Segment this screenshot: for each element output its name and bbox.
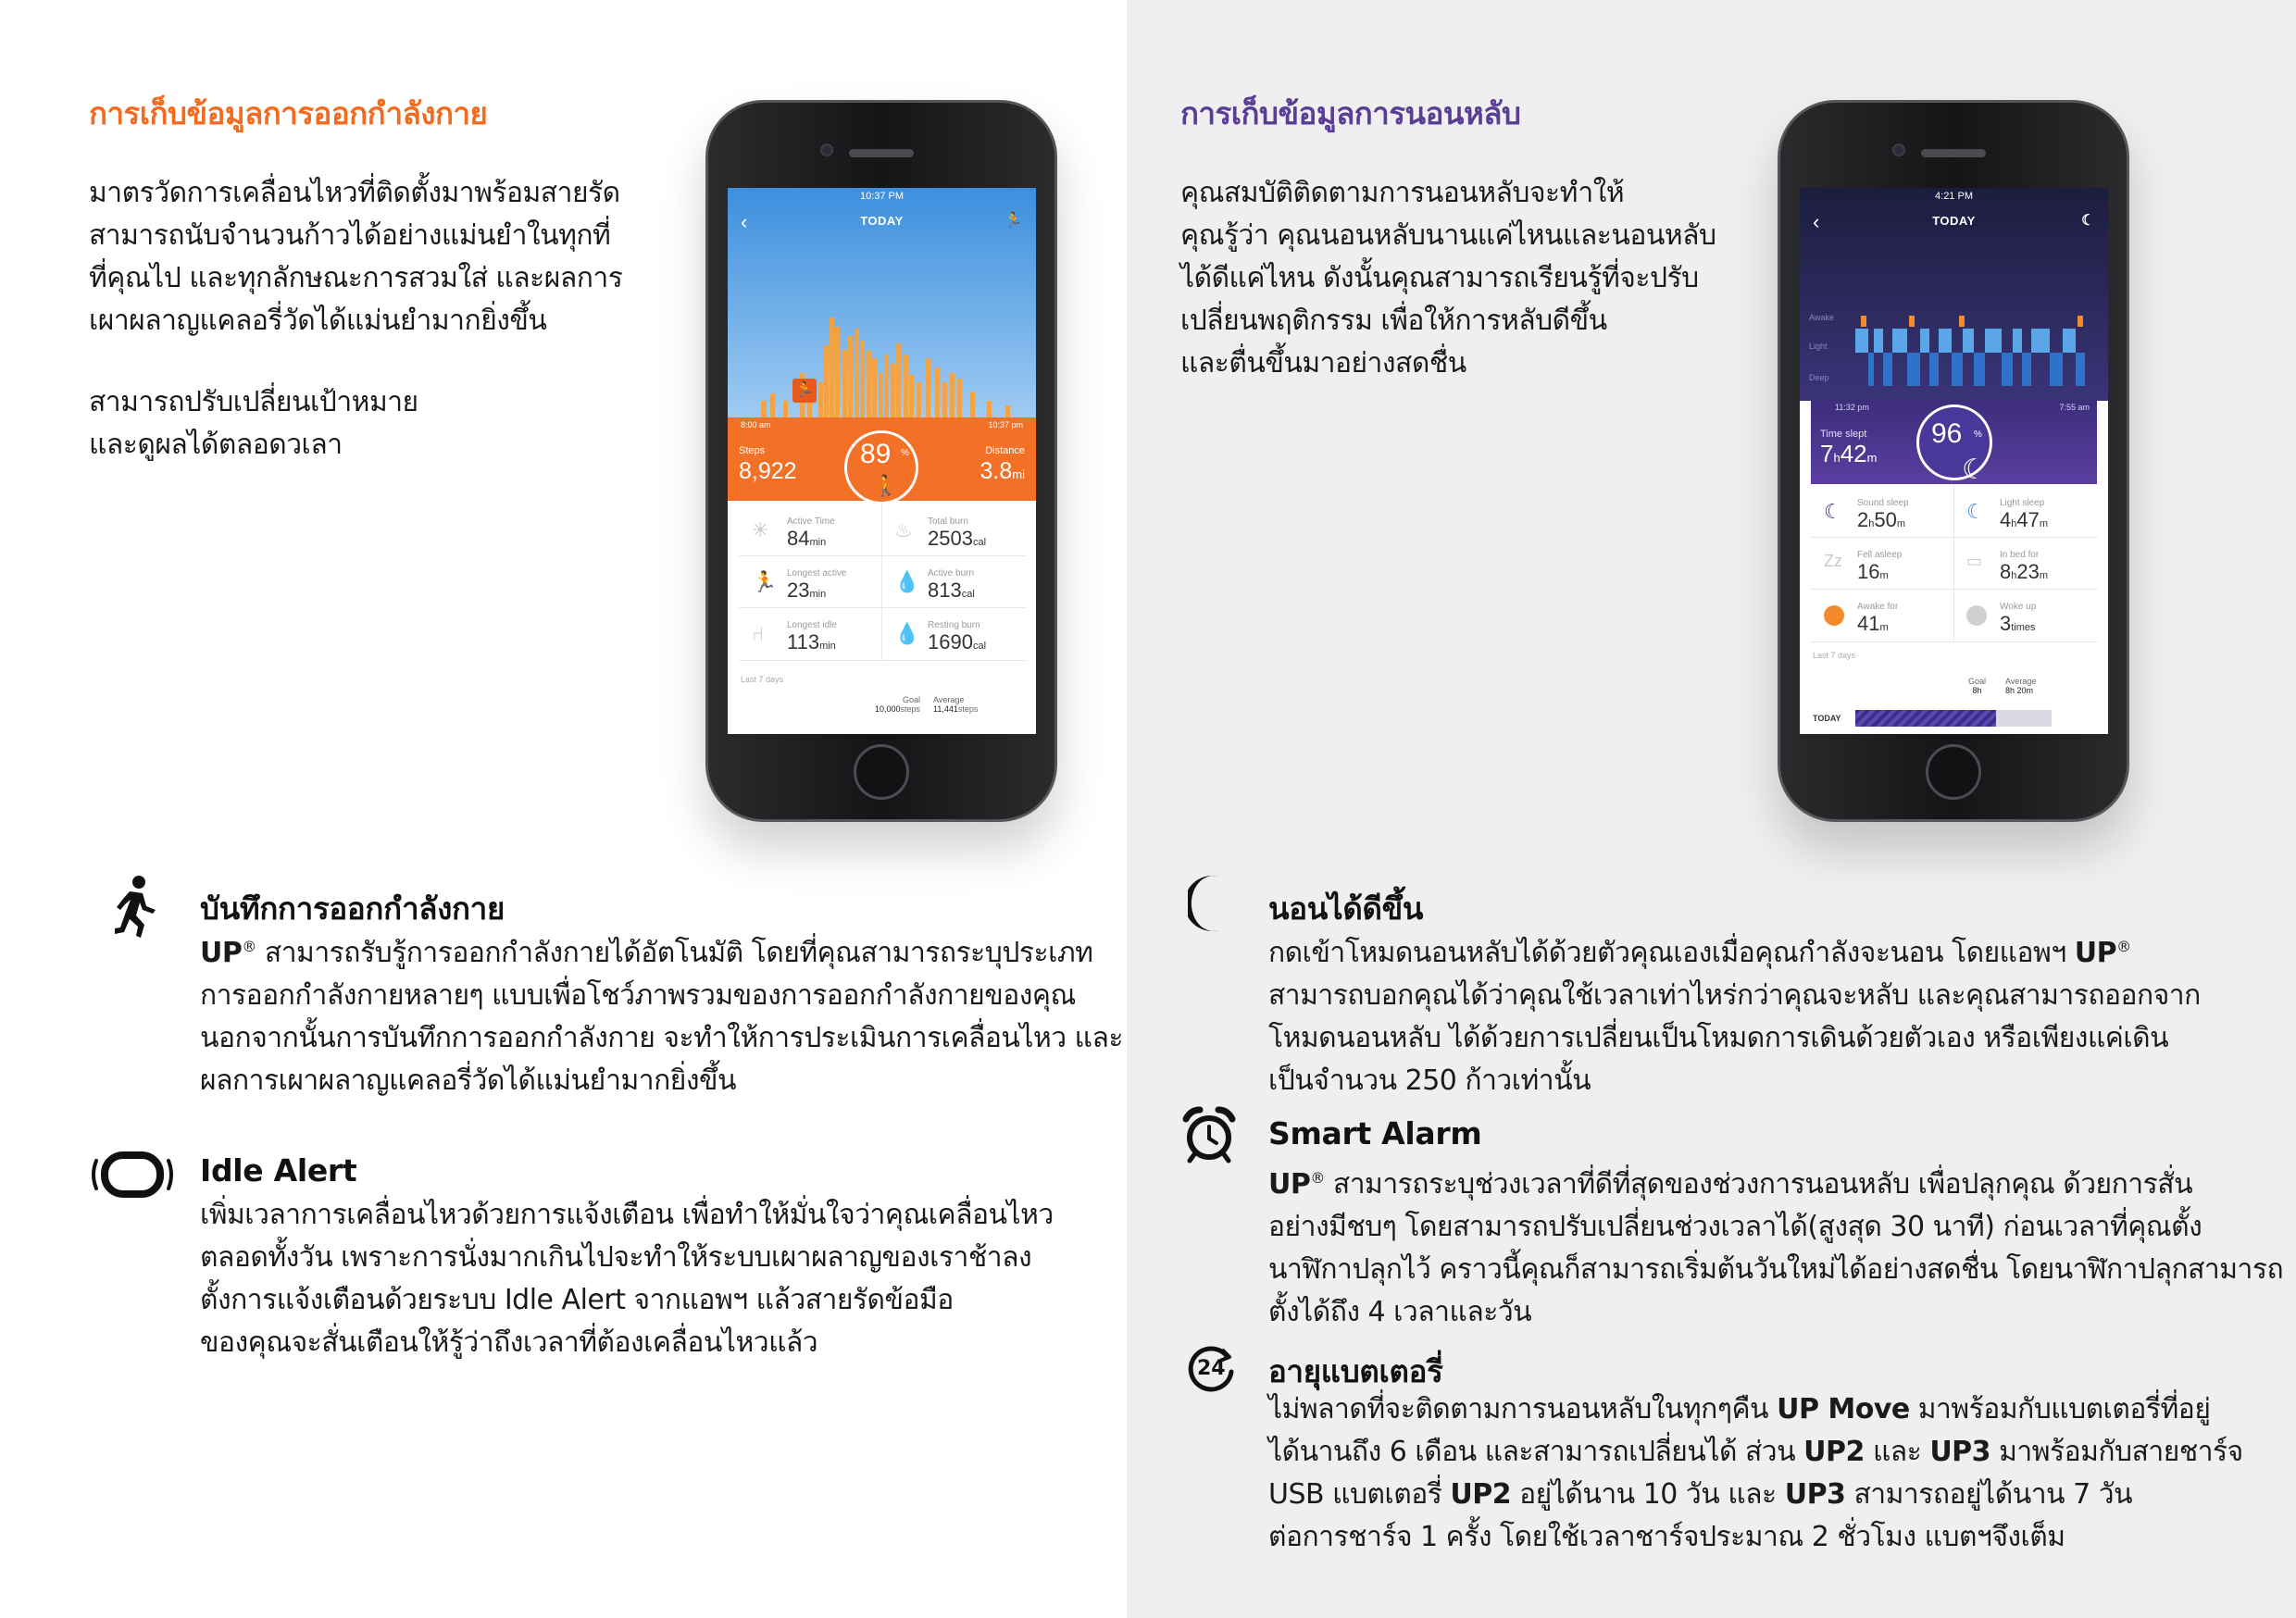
vibrating-band-icon <box>87 1150 178 1200</box>
stat-number: 8 <box>2000 560 2012 583</box>
stat-label: In bed for <box>2000 550 2040 560</box>
average-unit: steps <box>957 704 979 714</box>
intro-line: เปลี่ยนพฤติกรรม เพื่อให้การหลับดีขึ้น <box>1180 305 1607 337</box>
body-text: ได้นานถึง 6 เดือน และสามารถเปลี่ยนได้ ส่วน <box>1268 1436 1804 1468</box>
body-line: สามารถบอกคุณได้ว่าคุณใช้เวลาเท่าไหร่กว่าคุณจะหลับ และคุณสามารถออกจาก <box>1268 979 2201 1012</box>
body-text: อยู่ได้นาน 10 วัน และ <box>1511 1478 1785 1511</box>
stat-label: Woke up <box>2000 602 2037 612</box>
drop-icon: 💧 <box>894 622 920 645</box>
registered-mark: ® <box>2116 938 2131 955</box>
body-text: USB แบตเตอรี่ <box>1268 1478 1451 1511</box>
distance-number: 3.8 <box>980 458 1013 484</box>
steps-label: Steps <box>739 445 766 456</box>
stat-number: 3 <box>2000 612 2012 635</box>
stat-value <box>1857 508 1909 532</box>
average-label: Average <box>933 695 965 704</box>
chair-icon: ⑁ <box>752 622 765 645</box>
body-text: และ <box>1864 1436 1930 1468</box>
sleep-percent-ring[interactable] <box>1916 404 1992 485</box>
stat-number: 41 <box>1857 612 1880 635</box>
body-text: สามารถอยู่ได้นาน 7 วัน <box>1845 1478 2133 1511</box>
sleep-end-time: 7:55 am <box>2059 403 2090 412</box>
stat-cell <box>1857 498 1909 532</box>
feature-title-battery: อายุแบตเตอรี่ <box>1268 1353 1443 1389</box>
last-7-days-label: Last 7 days <box>1813 651 1856 660</box>
up-brand: UP <box>200 937 243 969</box>
stat-label: Sound sleep <box>1857 498 1909 508</box>
stat-number: 23 <box>787 579 810 602</box>
feature-title-activity: บันทึกการออกกำลังกาย <box>200 890 505 927</box>
moon-add-icon[interactable]: ☾ <box>2081 213 2095 229</box>
activity-intro <box>89 172 622 342</box>
goal-label: Goal <box>902 695 920 704</box>
stat-number: 16 <box>1857 560 1880 583</box>
running-person-icon <box>109 875 159 940</box>
distance-label: Distance <box>985 445 1025 456</box>
stat-cell <box>928 568 975 603</box>
grid-divider <box>1811 641 2098 642</box>
body-line: นอกจากนั้นการบันทึกการออกกำลังกาย จะทำให้การประเมินการเคลื่อนไหว และ <box>200 1022 1123 1054</box>
light-sleep-moon-icon: ☾ <box>1966 500 1985 523</box>
stat-value <box>2000 508 2048 532</box>
grid-divider <box>1811 537 2098 538</box>
stat-label: Longest idle <box>787 620 837 630</box>
sparkle-icon: ✳ <box>752 518 769 541</box>
average-block <box>2005 677 2036 695</box>
phone-home-button[interactable] <box>854 744 909 800</box>
stat-unit: m <box>1879 622 1889 633</box>
body-text: มาพร้อมกับสายชาร์จ <box>1990 1436 2243 1468</box>
sleep-start-time: 11:32 pm <box>1835 403 1869 412</box>
grid-divider <box>881 503 882 660</box>
last-7-days-label: Last 7 days <box>741 675 784 684</box>
alarm-clock-icon <box>1181 1106 1237 1164</box>
stat-cell <box>787 568 847 603</box>
flame-icon: ♨ <box>894 518 913 541</box>
average-value: 11,441 <box>933 704 958 714</box>
registered-mark: ® <box>242 938 256 955</box>
status-time: 4:21 PM <box>1935 191 1973 202</box>
body-line: การออกกำลังกายหลายๆ แบบเพื่อโชว์ภาพรวมของการออกกำลังกายของคุณ <box>200 979 1076 1012</box>
phone-home-button[interactable] <box>1926 744 1981 800</box>
stat-label: Active burn <box>928 568 975 579</box>
stat-value <box>2000 612 2036 636</box>
awake-label: Awake <box>1809 313 1834 322</box>
activity-heading: การเก็บข้อมูลการออกกำลังกาย <box>89 95 488 131</box>
stat-unit: h <box>2011 570 2017 581</box>
stat-label: Resting burn <box>928 620 980 630</box>
stat-label: Light sleep <box>2000 498 2045 508</box>
light-label: Light <box>1809 342 1828 351</box>
up-brand: UP <box>1268 1168 1311 1201</box>
graph-start-time: 8:00 am <box>741 420 771 429</box>
sleep-stage-graph <box>1800 299 2108 401</box>
today-sleep-bar <box>1855 710 1996 727</box>
stat-value <box>787 527 835 551</box>
body-line: นาฬิกาปลุกไว้ คราวนี้คุณก็สามารถเริ่มต้นวันใหม่ได้อย่างสดชื่น โดยนาฬิกาปลุกสามารถ <box>1268 1253 2284 1286</box>
stat-number: 4 <box>2000 508 2012 531</box>
phone-camera <box>820 143 833 156</box>
body-line: เป็นจำนวน 250 ก้าวเท่านั้น <box>1268 1064 1591 1097</box>
stat-cell <box>787 620 837 654</box>
back-arrow-icon[interactable]: ‹ <box>1813 210 1820 233</box>
add-workout-icon[interactable]: 🏃 <box>1004 213 1023 229</box>
time-slept-value: 7h42m <box>1820 440 1878 467</box>
stat-cell <box>787 517 835 551</box>
stat-number: 113 <box>787 630 820 653</box>
stat-value <box>2000 560 2048 584</box>
body-line: เพิ่มเวลาการเคลื่อนไหวด้วยการแจ้งเตือน เพื่อทำให้มั่นใจว่าคุณเคลื่อนไหว <box>200 1199 1054 1231</box>
stat-value <box>928 527 986 551</box>
stat-cell <box>928 517 986 551</box>
stat-value <box>928 579 975 603</box>
goal-percent-ring[interactable] <box>844 430 918 504</box>
stat-cell <box>928 620 986 654</box>
sound-sleep-moon-icon: ☾ <box>1824 500 1842 523</box>
stat-unit: cal <box>972 641 987 652</box>
graph-end-time: 10:37 pm <box>988 420 1023 429</box>
stat-unit: times <box>2011 622 2036 633</box>
phone-speaker <box>1921 149 1986 157</box>
grid-divider <box>739 555 1026 556</box>
stat-number: 23 <box>2016 560 2040 583</box>
back-arrow-icon[interactable]: ‹ <box>741 210 748 233</box>
nav-title: TODAY <box>860 214 904 228</box>
stat-value <box>787 579 847 603</box>
product-name: UP2 <box>1450 1478 1512 1511</box>
stat-unit: h <box>2011 518 2017 529</box>
woke-up-face-icon <box>1966 605 1987 626</box>
goal-unit: steps <box>900 704 920 714</box>
stat-label: Awake for <box>1857 602 1899 612</box>
stat-label: Total burn <box>928 517 968 527</box>
bed-icon: ▭ <box>1966 552 1983 570</box>
goal-label: Goal <box>1968 677 1987 686</box>
activity-intro-goal <box>89 381 418 467</box>
app-nav <box>1800 210 2108 233</box>
goal-percent-value: 89 <box>860 439 892 469</box>
registered-mark: ® <box>1310 1169 1325 1187</box>
feature-body-activity <box>200 926 1123 1102</box>
drop-icon: 💧 <box>894 570 920 593</box>
app-nav <box>728 210 1036 233</box>
sleep-intro <box>1180 172 1716 385</box>
awake-face-icon <box>1824 605 1844 626</box>
grid-divider <box>739 607 1026 608</box>
stat-value <box>928 630 986 654</box>
goal-value: 10,000 <box>874 704 901 714</box>
stat-cell <box>2000 602 2036 636</box>
stat-unit: m <box>1879 570 1889 581</box>
stat-unit: min <box>809 537 827 548</box>
feature-title-idle-alert: Idle Alert <box>200 1152 357 1189</box>
sleep-phone <box>1778 100 2129 822</box>
stat-unit: h <box>1868 518 1875 529</box>
runner-icon: 🏃 <box>752 570 778 593</box>
zz-icon: Zz <box>1824 552 1842 570</box>
body-line: ต่อการชาร์จ 1 ครั้ง โดยใช้เวลาชาร์จประมาณ 2 ชั่วโมง แบตฯจึงเต็ม <box>1268 1521 2065 1553</box>
stat-number: 84 <box>787 527 810 550</box>
stat-label: Longest active <box>787 568 847 579</box>
average-value: 8h 20m <box>2005 686 2034 695</box>
product-name: UP2 <box>1803 1436 1865 1468</box>
stat-unit: m <box>2039 518 2049 529</box>
grid-divider <box>1811 589 2098 590</box>
status-bar <box>1800 188 2108 205</box>
feature-title-smart-alarm: Smart Alarm <box>1268 1115 1482 1151</box>
stat-cell <box>2000 550 2048 584</box>
battery-24-icon <box>1185 1344 1237 1396</box>
feature-body-battery <box>1268 1388 2243 1559</box>
body-text: มาพร้อมกับแบตเตอรี่ที่อยู่ <box>1909 1393 2211 1425</box>
stat-unit: m <box>1896 518 1906 529</box>
stat-number: 2503 <box>928 527 973 550</box>
stat-value <box>1857 560 1902 584</box>
slept-hours: 7 <box>1820 440 1834 467</box>
product-name: UP3 <box>1784 1478 1846 1511</box>
average-label: Average <box>2005 677 2037 686</box>
percent-sign: % <box>901 448 909 458</box>
intro-line: ที่คุณไป และทุกลักษณะการสวมใส่ และผลการ <box>89 262 623 294</box>
stat-number: 1690 <box>928 630 973 653</box>
body-line: ตลอดทั้งวัน เพราะการนั่งมากเกินไปจะทำให้ระบบเผาผลาญของเราช้าลง <box>200 1241 1032 1274</box>
body-line: อย่างมีชบๆ โดยสามารถปรับเปลี่ยนช่วงเวลาได้(สูงสุด 30 นาที) ก่อนเวลาที่คุณตั้ง <box>1268 1211 2202 1243</box>
product-name: UP3 <box>1929 1436 1991 1468</box>
up-brand: UP <box>2074 937 2117 969</box>
stat-unit: min <box>819 641 836 652</box>
percent-sign: % <box>1974 429 1982 440</box>
feature-body-idle-alert <box>200 1194 1054 1364</box>
body-line: กดเข้าโหมดนอนหลับได้ด้วยตัวคุณเองเมื่อคุณกำลังจะนอน โดยแอพฯ <box>1268 937 2066 969</box>
intro-line: คุณรู้ว่า คุณนอนหลับนานแค่ไหนและนอนหลับ <box>1180 219 1716 252</box>
stat-unit: cal <box>972 537 987 548</box>
stat-number: 50 <box>1874 508 1897 531</box>
body-line: สามารถระบุช่วงเวลาที่ดีที่สุดของช่วงการนอนหลับ เพื่อปลุกคุณ ด้วยการสั่น <box>1324 1168 2193 1201</box>
stat-unit: cal <box>961 589 975 600</box>
stat-number: 47 <box>2016 508 2040 531</box>
intro-line: คุณสมบัติติดตามการนอนหลับจะทำให้ <box>1180 177 1625 209</box>
grid-divider <box>739 660 1026 661</box>
goal-block <box>855 695 920 714</box>
body-line: ตั้งได้ถึง 4 เวลาและวัน <box>1268 1296 1532 1328</box>
status-time: 10:37 PM <box>859 191 905 202</box>
stat-cell <box>1857 602 1898 636</box>
slept-minutes: 42 <box>1840 440 1867 467</box>
workout-marker-icon[interactable]: 🏃 <box>792 379 817 403</box>
body-line: สามารถรับรู้การออกกำลังกายได้อัตโนมัติ โดยที่คุณสามารถระบุประเภท <box>256 937 1093 969</box>
steps-bar-graph <box>728 262 1036 419</box>
intro-line: ได้ดีแค่ไหน ดังนั้นคุณสามารถเรียนรู้ที่จะปรับ <box>1180 262 1699 294</box>
crescent-moon-icon <box>1188 875 1234 932</box>
sleep-app-screen <box>1800 188 2108 734</box>
goal-block <box>1968 677 1986 695</box>
stat-unit: min <box>809 589 827 600</box>
stat-cell <box>1857 550 1902 584</box>
intro-line: และดูผลได้ตลอดวเลา <box>89 429 343 461</box>
today-sleep-bar-remaining <box>1996 710 2052 727</box>
status-bar <box>728 188 1036 205</box>
body-line: ของคุณจะสั่นเตือนให้รู้ว่าถึงเวลาที่ต้องเคลื่อนไหวแล้ว <box>200 1326 818 1359</box>
time-slept-label: Time slept <box>1820 429 1867 440</box>
stat-cell <box>2000 498 2048 532</box>
stat-value <box>1857 612 1898 636</box>
feature-title-sleep-better: นอนได้ดีขึ้น <box>1268 890 1424 927</box>
stat-number: 2 <box>1857 508 1869 531</box>
average-block <box>933 695 978 714</box>
intro-line: มาตรวัดการเคลื่อนไหวที่ติดตั้งมาพร้อมสายรัด <box>89 177 620 209</box>
stat-value <box>787 630 837 654</box>
body-line: ตั้งการแจ้งเตือนด้วยระบบ Idle Alert จากแอพฯ แล้วสายรัดข้อมือ <box>200 1284 954 1316</box>
goal-value: 8h <box>1972 686 1982 695</box>
today-label: TODAY <box>1813 714 1841 723</box>
body-line: ผลการเผาผลาญแคลอรี่วัดได้แม่นยำมากยิ่งขึ้น <box>200 1064 737 1097</box>
product-name: UP Move <box>1777 1393 1910 1425</box>
deep-label: Deep <box>1809 373 1829 382</box>
body-line: โหมดนอนหลับ ได้ด้วยการเปลี่ยนเป็นโหมดการเดินด้วยตัวเอง หรือเพียงแค่เดิน <box>1268 1022 2169 1054</box>
intro-line: สามารถนับจำนวนก้าวได้อย่างแม่นยำในทุกที่ <box>89 219 611 252</box>
phone-camera <box>1892 143 1905 156</box>
activity-phone <box>705 100 1057 822</box>
activity-app-screen <box>728 188 1036 734</box>
feature-body-sleep-better <box>1268 926 2201 1102</box>
intro-line: และตื่นขึ้นมาอย่างสดชื่น <box>1180 347 1466 380</box>
stat-label: Active Time <box>787 517 835 527</box>
stat-number: 813 <box>928 579 962 602</box>
icon-24-label: 24 <box>1197 1357 1226 1380</box>
distance-value <box>980 458 1025 485</box>
distance-unit: mi <box>1012 467 1025 481</box>
walker-icon: 🚶 <box>873 474 899 497</box>
feature-body-smart-alarm <box>1268 1157 2283 1334</box>
moon-icon: ☾ <box>1962 454 1987 485</box>
intro-line: เผาผลาญแคลอรี่วัดได้แม่นยำมากยิ่งขึ้น <box>89 305 547 337</box>
intro-line: สามารถปรับเปลี่ยนเป้าหมาย <box>89 386 418 418</box>
steps-value: 8,922 <box>739 458 797 484</box>
body-text: ไม่พลาดที่จะติดตามการนอนหลับในทุกๆคืน <box>1268 1393 1778 1425</box>
sleep-percent-value: 96 <box>1931 418 1963 449</box>
phone-speaker <box>849 149 914 157</box>
grid-divider <box>1953 484 1954 641</box>
stat-unit: m <box>2039 570 2049 581</box>
nav-title: TODAY <box>1932 214 1976 228</box>
stat-label: Fell asleep <box>1857 550 1903 560</box>
sleep-heading: การเก็บข้อมูลการนอนหลับ <box>1180 95 1521 131</box>
